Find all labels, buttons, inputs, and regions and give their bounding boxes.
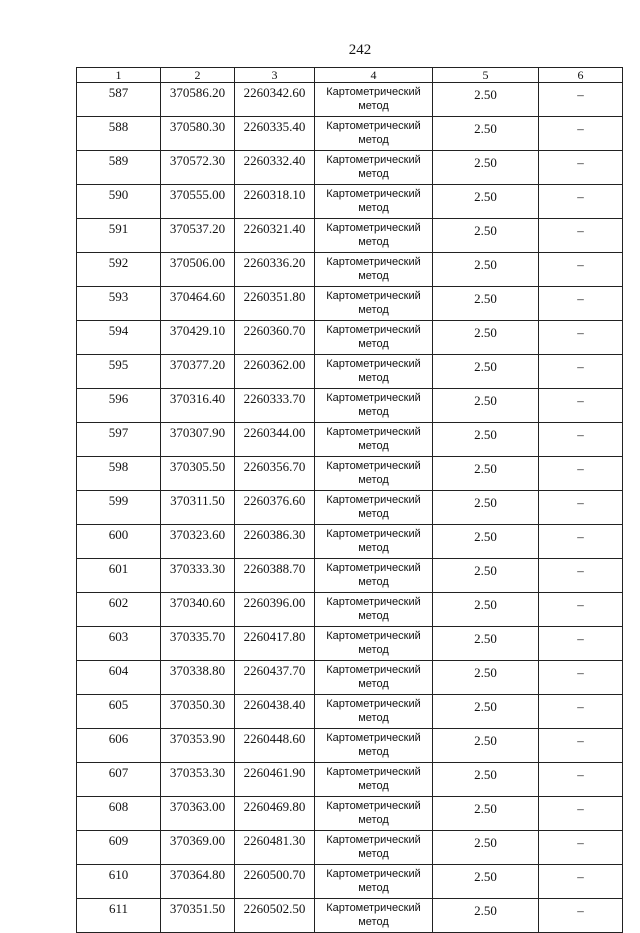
column-header-4: 4 xyxy=(315,68,433,83)
point-number-cell: 601 xyxy=(77,559,161,593)
point-number-cell: 611 xyxy=(77,899,161,933)
x-coordinate-cell: 370311.50 xyxy=(161,491,235,525)
method-line-2: метод xyxy=(358,576,389,588)
x-coordinate-cell: 370363.00 xyxy=(161,797,235,831)
note-cell: – xyxy=(539,457,623,491)
point-number-cell: 587 xyxy=(77,83,161,117)
table-row xyxy=(77,559,623,593)
x-coordinate-cell: 370369.00 xyxy=(161,831,235,865)
method-line-1: Картометрический xyxy=(326,86,421,98)
point-number-cell: 596 xyxy=(77,389,161,423)
point-number-cell: 600 xyxy=(77,525,161,559)
point-number-cell: 590 xyxy=(77,185,161,219)
note-cell: – xyxy=(539,151,623,185)
table-body xyxy=(77,83,623,933)
method-cell xyxy=(315,83,433,117)
x-coordinate-cell: 370506.00 xyxy=(161,253,235,287)
y-coordinate-cell: 2260376.60 xyxy=(235,491,315,525)
x-coordinate-cell: 370350.30 xyxy=(161,695,235,729)
y-coordinate-cell: 2260362.00 xyxy=(235,355,315,389)
column-header-5: 5 xyxy=(433,68,539,83)
accuracy-cell: 2.50 xyxy=(433,729,539,763)
table-row xyxy=(77,865,623,899)
method-cell xyxy=(315,763,433,797)
method-line-2: метод xyxy=(358,440,389,452)
method-line-1: Картометрический xyxy=(326,562,421,574)
method-line-2: метод xyxy=(358,474,389,486)
x-coordinate-cell: 370464.60 xyxy=(161,287,235,321)
y-coordinate-cell: 2260448.60 xyxy=(235,729,315,763)
method-line-2: метод xyxy=(358,236,389,248)
method-line-1: Картометрический xyxy=(326,834,421,846)
method-line-2: метод xyxy=(358,542,389,554)
point-number-cell: 597 xyxy=(77,423,161,457)
y-coordinate-cell: 2260502.50 xyxy=(235,899,315,933)
accuracy-cell: 2.50 xyxy=(433,423,539,457)
method-line-1: Картометрический xyxy=(326,460,421,472)
table-row xyxy=(77,287,623,321)
x-coordinate-cell: 370335.70 xyxy=(161,627,235,661)
table-row xyxy=(77,491,623,525)
method-line-1: Картометрический xyxy=(326,732,421,744)
y-coordinate-cell: 2260500.70 xyxy=(235,865,315,899)
method-cell xyxy=(315,627,433,661)
method-line-2: метод xyxy=(358,610,389,622)
method-cell xyxy=(315,865,433,899)
y-coordinate-cell: 2260388.70 xyxy=(235,559,315,593)
y-coordinate-cell: 2260344.00 xyxy=(235,423,315,457)
accuracy-cell: 2.50 xyxy=(433,287,539,321)
accuracy-cell: 2.50 xyxy=(433,763,539,797)
method-line-2: метод xyxy=(358,270,389,282)
x-coordinate-cell: 370353.30 xyxy=(161,763,235,797)
method-line-2: метод xyxy=(358,916,389,928)
table-row xyxy=(77,729,623,763)
x-coordinate-cell: 370338.80 xyxy=(161,661,235,695)
y-coordinate-cell: 2260336.20 xyxy=(235,253,315,287)
method-line-1: Картометрический xyxy=(326,120,421,132)
note-cell: – xyxy=(539,525,623,559)
note-cell: – xyxy=(539,865,623,899)
column-header-6: 6 xyxy=(539,68,623,83)
method-line-2: метод xyxy=(358,814,389,826)
column-header-1: 1 xyxy=(77,68,161,83)
method-line-1: Картометрический xyxy=(326,154,421,166)
method-line-2: метод xyxy=(358,202,389,214)
page-number: 242 xyxy=(348,42,372,58)
table-row xyxy=(77,797,623,831)
x-coordinate-cell: 370323.60 xyxy=(161,525,235,559)
method-line-2: метод xyxy=(358,508,389,520)
y-coordinate-cell: 2260318.10 xyxy=(235,185,315,219)
method-line-1: Картометрический xyxy=(326,766,421,778)
method-line-2: метод xyxy=(358,168,389,180)
note-cell: – xyxy=(539,389,623,423)
note-cell: – xyxy=(539,763,623,797)
method-line-2: метод xyxy=(358,406,389,418)
point-number-cell: 608 xyxy=(77,797,161,831)
method-cell xyxy=(315,457,433,491)
x-coordinate-cell: 370555.00 xyxy=(161,185,235,219)
method-line-1: Картометрический xyxy=(326,494,421,506)
method-cell xyxy=(315,593,433,627)
method-line-1: Картометрический xyxy=(326,664,421,676)
accuracy-cell: 2.50 xyxy=(433,695,539,729)
method-line-2: метод xyxy=(358,712,389,724)
y-coordinate-cell: 2260396.00 xyxy=(235,593,315,627)
note-cell: – xyxy=(539,117,623,151)
accuracy-cell: 2.50 xyxy=(433,355,539,389)
method-line-1: Картометрический xyxy=(326,902,421,914)
note-cell: – xyxy=(539,695,623,729)
note-cell: – xyxy=(539,491,623,525)
method-cell xyxy=(315,559,433,593)
method-cell xyxy=(315,423,433,457)
method-line-2: метод xyxy=(358,848,389,860)
method-line-1: Картометрический xyxy=(326,256,421,268)
method-line-2: метод xyxy=(358,746,389,758)
note-cell: – xyxy=(539,831,623,865)
y-coordinate-cell: 2260321.40 xyxy=(235,219,315,253)
y-coordinate-cell: 2260481.30 xyxy=(235,831,315,865)
method-cell xyxy=(315,287,433,321)
note-cell: – xyxy=(539,899,623,933)
y-coordinate-cell: 2260356.70 xyxy=(235,457,315,491)
method-cell xyxy=(315,525,433,559)
method-line-2: метод xyxy=(358,780,389,792)
point-number-cell: 609 xyxy=(77,831,161,865)
method-cell xyxy=(315,797,433,831)
accuracy-cell: 2.50 xyxy=(433,219,539,253)
method-cell xyxy=(315,831,433,865)
point-number-cell: 589 xyxy=(77,151,161,185)
point-number-cell: 610 xyxy=(77,865,161,899)
y-coordinate-cell: 2260461.90 xyxy=(235,763,315,797)
method-line-2: метод xyxy=(358,304,389,316)
accuracy-cell: 2.50 xyxy=(433,117,539,151)
method-cell xyxy=(315,117,433,151)
method-cell xyxy=(315,151,433,185)
table-row xyxy=(77,899,623,933)
x-coordinate-cell: 370537.20 xyxy=(161,219,235,253)
point-number-cell: 602 xyxy=(77,593,161,627)
note-cell: – xyxy=(539,797,623,831)
x-coordinate-cell: 370307.90 xyxy=(161,423,235,457)
method-line-1: Картометрический xyxy=(326,426,421,438)
table-row xyxy=(77,151,623,185)
point-number-cell: 594 xyxy=(77,321,161,355)
method-line-1: Картометрический xyxy=(326,596,421,608)
y-coordinate-cell: 2260335.40 xyxy=(235,117,315,151)
x-coordinate-cell: 370429.10 xyxy=(161,321,235,355)
x-coordinate-cell: 370316.40 xyxy=(161,389,235,423)
point-number-cell: 603 xyxy=(77,627,161,661)
y-coordinate-cell: 2260360.70 xyxy=(235,321,315,355)
table-row xyxy=(77,525,623,559)
note-cell: – xyxy=(539,287,623,321)
table-row xyxy=(77,763,623,797)
table-row xyxy=(77,219,623,253)
x-coordinate-cell: 370377.20 xyxy=(161,355,235,389)
x-coordinate-cell: 370572.30 xyxy=(161,151,235,185)
method-cell xyxy=(315,321,433,355)
method-cell xyxy=(315,491,433,525)
note-cell: – xyxy=(539,593,623,627)
method-line-2: метод xyxy=(358,678,389,690)
accuracy-cell: 2.50 xyxy=(433,797,539,831)
table-row xyxy=(77,627,623,661)
table-row xyxy=(77,83,623,117)
x-coordinate-cell: 370364.80 xyxy=(161,865,235,899)
note-cell: – xyxy=(539,185,623,219)
accuracy-cell: 2.50 xyxy=(433,899,539,933)
x-coordinate-cell: 370340.60 xyxy=(161,593,235,627)
note-cell: – xyxy=(539,729,623,763)
method-line-1: Картометрический xyxy=(326,358,421,370)
x-coordinate-cell: 370580.30 xyxy=(161,117,235,151)
table-row xyxy=(77,117,623,151)
note-cell: – xyxy=(539,321,623,355)
y-coordinate-cell: 2260342.60 xyxy=(235,83,315,117)
method-line-2: метод xyxy=(358,644,389,656)
accuracy-cell: 2.50 xyxy=(433,321,539,355)
x-coordinate-cell: 370305.50 xyxy=(161,457,235,491)
method-line-2: метод xyxy=(358,100,389,112)
method-line-1: Картометрический xyxy=(326,528,421,540)
method-cell xyxy=(315,219,433,253)
y-coordinate-cell: 2260386.30 xyxy=(235,525,315,559)
table-row xyxy=(77,355,623,389)
x-coordinate-cell: 370586.20 xyxy=(161,83,235,117)
point-number-cell: 607 xyxy=(77,763,161,797)
table-row xyxy=(77,185,623,219)
note-cell: – xyxy=(539,83,623,117)
table-row xyxy=(77,423,623,457)
method-line-1: Картометрический xyxy=(326,630,421,642)
method-line-1: Картометрический xyxy=(326,392,421,404)
note-cell: – xyxy=(539,661,623,695)
x-coordinate-cell: 370333.30 xyxy=(161,559,235,593)
table-row xyxy=(77,457,623,491)
method-cell xyxy=(315,729,433,763)
accuracy-cell: 2.50 xyxy=(433,865,539,899)
accuracy-cell: 2.50 xyxy=(433,593,539,627)
accuracy-cell: 2.50 xyxy=(433,185,539,219)
accuracy-cell: 2.50 xyxy=(433,83,539,117)
accuracy-cell: 2.50 xyxy=(433,389,539,423)
method-line-1: Картометрический xyxy=(326,222,421,234)
note-cell: – xyxy=(539,627,623,661)
point-number-cell: 598 xyxy=(77,457,161,491)
method-cell xyxy=(315,253,433,287)
y-coordinate-cell: 2260417.80 xyxy=(235,627,315,661)
table-row xyxy=(77,661,623,695)
x-coordinate-cell: 370351.50 xyxy=(161,899,235,933)
method-line-1: Картометрический xyxy=(326,188,421,200)
accuracy-cell: 2.50 xyxy=(433,253,539,287)
note-cell: – xyxy=(539,355,623,389)
method-line-1: Картометрический xyxy=(326,290,421,302)
method-line-2: метод xyxy=(358,882,389,894)
point-number-cell: 599 xyxy=(77,491,161,525)
note-cell: – xyxy=(539,253,623,287)
accuracy-cell: 2.50 xyxy=(433,627,539,661)
y-coordinate-cell: 2260437.70 xyxy=(235,661,315,695)
point-number-cell: 606 xyxy=(77,729,161,763)
accuracy-cell: 2.50 xyxy=(433,491,539,525)
note-cell: – xyxy=(539,219,623,253)
y-coordinate-cell: 2260333.70 xyxy=(235,389,315,423)
accuracy-cell: 2.50 xyxy=(433,457,539,491)
column-header-3: 3 xyxy=(235,68,315,83)
point-number-cell: 588 xyxy=(77,117,161,151)
method-line-1: Картометрический xyxy=(326,800,421,812)
method-line-1: Картометрический xyxy=(326,324,421,336)
table-row xyxy=(77,695,623,729)
accuracy-cell: 2.50 xyxy=(433,525,539,559)
table-row xyxy=(77,593,623,627)
method-cell xyxy=(315,695,433,729)
method-cell xyxy=(315,185,433,219)
method-line-2: метод xyxy=(358,134,389,146)
table-row xyxy=(77,321,623,355)
y-coordinate-cell: 2260438.40 xyxy=(235,695,315,729)
accuracy-cell: 2.50 xyxy=(433,661,539,695)
table-header-row xyxy=(77,68,623,83)
accuracy-cell: 2.50 xyxy=(433,151,539,185)
method-cell xyxy=(315,355,433,389)
accuracy-cell: 2.50 xyxy=(433,831,539,865)
point-number-cell: 593 xyxy=(77,287,161,321)
note-cell: – xyxy=(539,423,623,457)
method-line-1: Картометрический xyxy=(326,698,421,710)
column-header-2: 2 xyxy=(161,68,235,83)
note-cell: – xyxy=(539,559,623,593)
point-number-cell: 591 xyxy=(77,219,161,253)
coordinates-table xyxy=(76,67,623,933)
x-coordinate-cell: 370353.90 xyxy=(161,729,235,763)
point-number-cell: 604 xyxy=(77,661,161,695)
y-coordinate-cell: 2260332.40 xyxy=(235,151,315,185)
method-line-2: метод xyxy=(358,372,389,384)
table-row xyxy=(77,253,623,287)
table-row xyxy=(77,389,623,423)
table-row xyxy=(77,831,623,865)
method-cell xyxy=(315,899,433,933)
y-coordinate-cell: 2260469.80 xyxy=(235,797,315,831)
method-cell xyxy=(315,389,433,423)
point-number-cell: 592 xyxy=(77,253,161,287)
point-number-cell: 595 xyxy=(77,355,161,389)
method-cell xyxy=(315,661,433,695)
point-number-cell: 605 xyxy=(77,695,161,729)
method-line-2: метод xyxy=(358,338,389,350)
method-line-1: Картометрический xyxy=(326,868,421,880)
accuracy-cell: 2.50 xyxy=(433,559,539,593)
y-coordinate-cell: 2260351.80 xyxy=(235,287,315,321)
